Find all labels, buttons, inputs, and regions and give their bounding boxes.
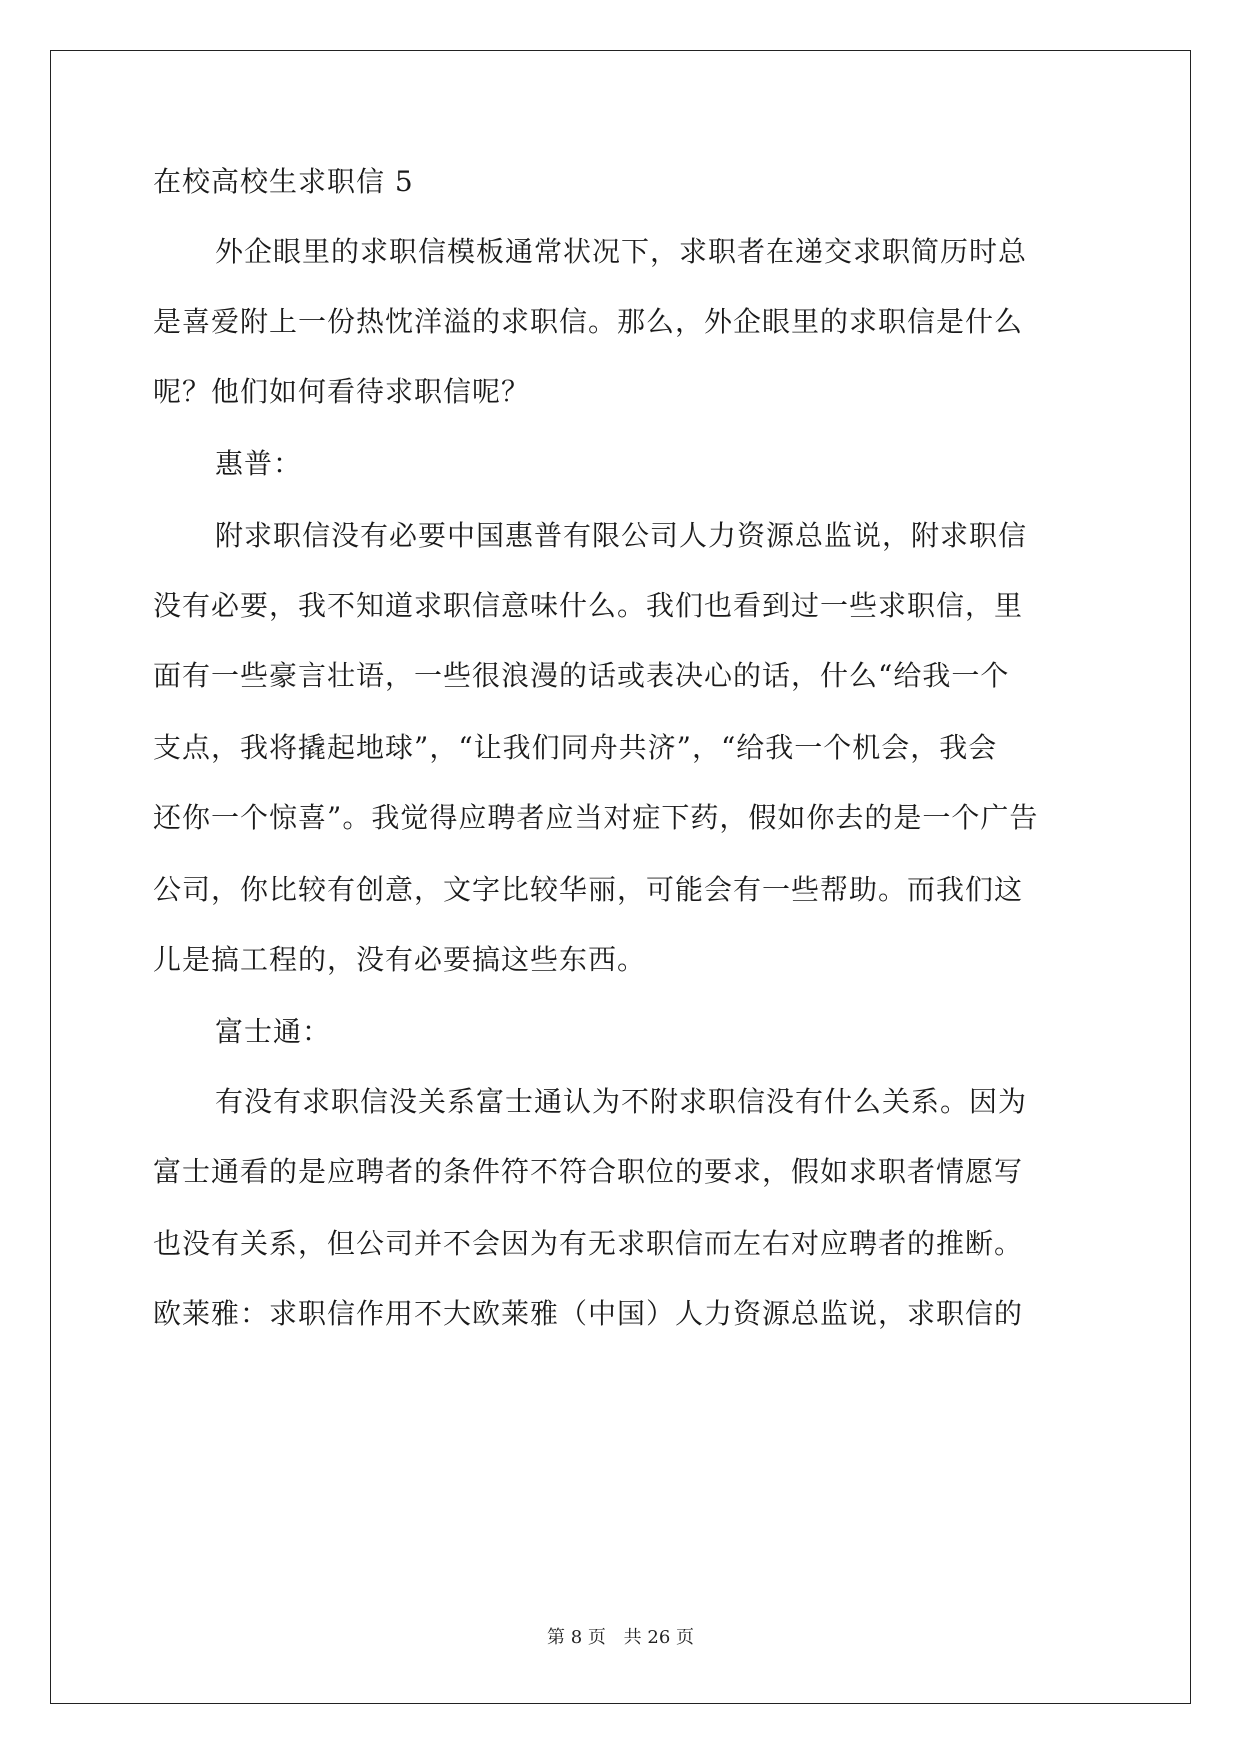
paragraph-line: 欧莱雅：求职信作用不大欧莱雅（中国）人力资源总监说，求职信的: [153, 1297, 1024, 1330]
page-total: 共 26 页: [623, 1627, 694, 1648]
section-heading-fujitsu: 富士通：: [215, 1015, 332, 1048]
paragraph-line: 附求职信没有必要中国惠普有限公司人力资源总监说，附求职信: [215, 519, 1028, 552]
paragraph-line: 公司，你比较有创意，文字比较华丽，可能会有一些帮助。而我们这: [153, 873, 1024, 906]
paragraph-line: 外企眼里的求职信模板通常状况下，求职者在递交求职简历时总: [215, 235, 1028, 268]
paragraph-line: 面有一些豪言壮语，一些很浪漫的话或表决心的话，什么“给我一个: [153, 659, 1010, 692]
page-footer: [0, 1627, 1241, 1649]
paragraph-line: 还你一个惊喜”。我觉得应聘者应当对症下药，假如你去的是一个广告: [153, 801, 1039, 834]
paragraph-line: 是喜爱附上一份热忱洋溢的求职信。那么，外企眼里的求职信是什么: [153, 305, 1024, 338]
paragraph-line: 富士通看的是应聘者的条件符不符合职位的要求，假如求职者情愿写: [153, 1155, 1024, 1188]
paragraph-line: 也没有关系，但公司并不会因为有无求职信而左右对应聘者的推断。: [153, 1227, 1024, 1260]
document-title: 在校高校生求职信 5: [153, 165, 414, 198]
paragraph-line: 儿是搞工程的，没有必要搞这些东西。: [153, 943, 647, 976]
section-heading-hp: 惠普：: [215, 447, 303, 480]
paragraph-line: 有没有求职信没关系富士通认为不附求职信没有什么关系。因为: [215, 1085, 1028, 1118]
paragraph-line: 没有必要，我不知道求职信意味什么。我们也看到过一些求职信，里: [153, 589, 1024, 622]
page-number: 第 8 页: [547, 1627, 606, 1648]
paragraph-line: 支点，我将撬起地球”，“让我们同舟共济”，“给我一个机会，我会: [153, 731, 998, 764]
paragraph-line: 呢？他们如何看待求职信呢？: [153, 375, 531, 408]
